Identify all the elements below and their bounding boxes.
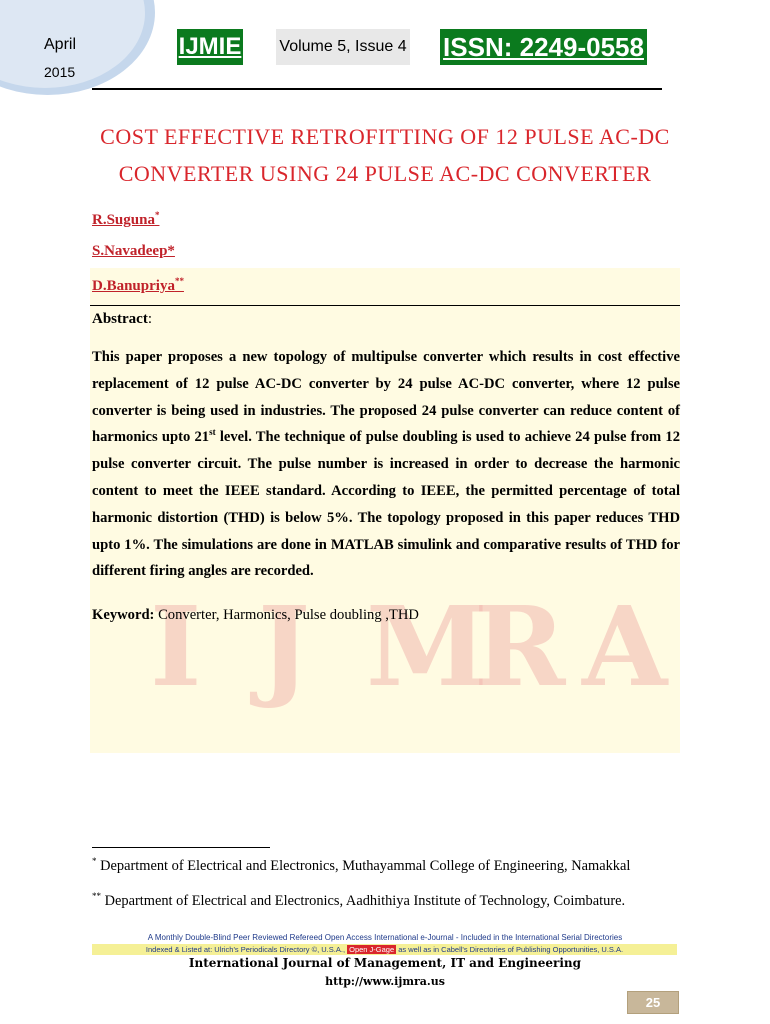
footnote-2-text: Department of Electrical and Electronics, Aadhithiya Institute of Technology, Coimbature. — [101, 892, 626, 909]
author-3-mark: ** — [174, 276, 184, 286]
journal-brand: IJMIE — [177, 29, 243, 65]
issue-month: April — [44, 36, 77, 53]
author-2-name: S.Navadeep* — [92, 243, 175, 259]
author-3 — [92, 276, 184, 295]
abstract-text-2: level. The technique of pulse doubling is used to achieve 24 pulse from 12 pulse converter circuit. The pulse number is increased in order to decrease the harmonic content to meet the IEEE standard. According to IEEE, the permitted percentage of total harmonic distortion (THD) is below 5%. The topology proposed in this paper reduces THD upto 1%. The simulations are done in MATLAB simulink and comparative results of THD for different firing angles are recorded. — [92, 429, 681, 580]
issn-badge: ISSN: 2249-0558 — [440, 29, 647, 65]
abstract-heading: Abstract: — [92, 311, 152, 327]
abstract-heading-text: Abstract — [92, 311, 148, 327]
page-number: 25 — [627, 991, 679, 1014]
keywords — [92, 607, 419, 624]
footer-index-b: as well as in Cabell's Directories of Publishing Opportunities, U.S.A. — [396, 945, 624, 954]
footnote-2-mark: ** — [92, 891, 101, 901]
paper-title-line-2: CONVERTER USING 24 PULSE AC-DC CONVERTER — [118, 161, 652, 186]
abstract-text-1: This paper proposes a new topology of multipulse converter which results in cost effective replacement of 12 pulse AC-DC converter by 24 pulse AC-DC converter, where 12 pulse converter is being used in industries. The proposed 24 pulse converter can reduce content of harmonics upto 21 — [92, 349, 680, 446]
keywords-label: Keyword: — [92, 607, 155, 623]
paper-title-line-1: COST EFFECTIVE RETROFITTING OF 12 PULSE AC-DC — [100, 124, 670, 149]
watermark-letter: A — [582, 582, 668, 711]
watermark-letter: M — [366, 582, 488, 711]
header-divider — [92, 88, 662, 90]
footer-index-note — [92, 944, 677, 955]
footer-index-a: Indexed & Listed at: Ulrich's Periodicals Directory ©, U.S.A., — [145, 945, 348, 954]
footer-review-note: A Monthly Double-Blind Peer Reviewed Refereed Open Access International e-Journal - Included in the International Serial Directories — [147, 933, 623, 942]
footnote-divider — [92, 847, 270, 848]
author-1-mark: * — [154, 210, 160, 220]
footnote-1-mark: * — [92, 856, 97, 866]
keywords-text: Converter, Harmonics, Pulse doubling ,THD — [154, 607, 419, 623]
issue-year: 2015 — [44, 64, 76, 80]
footnote-2 — [92, 891, 625, 910]
footnote-1-text: Department of Electrical and Electronics, Muthayammal College of Engineering, Namakkal — [96, 857, 631, 874]
journal-url[interactable]: http://www.ijmra.us — [325, 975, 445, 988]
author-1-name: R.Suguna — [92, 212, 155, 228]
volume-issue: Volume 5, Issue 4 — [276, 29, 410, 65]
author-3-name: D.Banupriya — [92, 278, 175, 294]
abstract-divider — [90, 305, 680, 306]
footnote-1 — [92, 856, 630, 875]
abstract-body — [92, 344, 680, 585]
footer-index-highlight: Open J-Gage — [349, 945, 395, 954]
journal-name: International Journal of Management, IT and Engineering — [188, 956, 582, 970]
author-2 — [92, 243, 175, 260]
abstract-text-sup: st — [209, 427, 216, 438]
paper-title — [60, 118, 710, 192]
author-1 — [92, 210, 159, 229]
ijmra-watermark — [130, 582, 668, 711]
watermark-letter: I — [150, 582, 202, 711]
watermark-letter: R — [474, 582, 566, 711]
watermark-letter: J — [258, 582, 311, 711]
